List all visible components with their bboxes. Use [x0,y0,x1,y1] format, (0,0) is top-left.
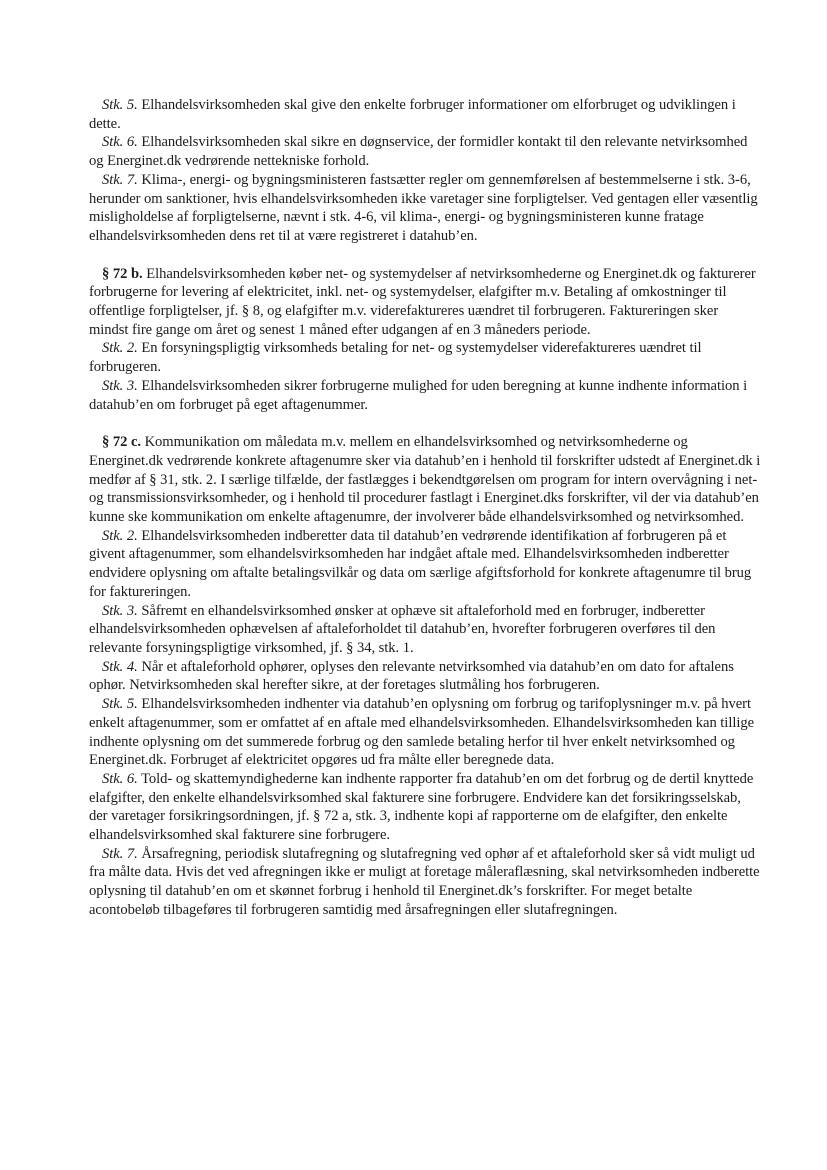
paragraph-text: En forsyningspligtig virksomheds betaling for net- og systemydelser viderefaktureres uændret til forbrugeren. [89,340,702,376]
paragraph-stk-5 [89,96,761,133]
section-heading: § 72 c. [102,434,141,451]
paragraph-stk-7 [89,171,761,246]
paragraph-text: Elhandelsvirksomheden sikrer forbrugerne mulighed for uden beregning at kunne indhente information i datahub’en om forbruget på eget aftagenummer. [89,377,748,413]
section-72c-stk-2 [89,527,761,602]
stk-label: Stk. 2. [102,340,138,357]
section-72c-stk-5 [89,695,761,770]
section-72c-stk-4 [89,658,761,695]
section-72c-stk-3 [89,602,761,658]
stk-label: Stk. 3. [102,377,138,394]
stk-label: Stk. 4. [102,658,138,675]
section-spacer [89,414,761,433]
stk-label: Stk. 7. [102,171,138,188]
paragraph-text: Elhandelsvirksomheden skal sikre en døgnservice, der formidler kontakt til den relevante netvirksomhed og Energinet.dk vedrørende nettekniske forhold. [89,134,748,170]
section-72b-intro [89,265,761,340]
stk-label: Stk. 3. [102,602,138,619]
section-72c-intro [89,433,761,527]
paragraph-text: Når et aftaleforhold ophører, oplyses den relevante netvirksomhed via datahub’en om dato for aftalens ophør. Netvirksomheden skal herefter sikre, at der foretages slutmåling hos forbrugeren. [89,658,734,694]
paragraph-stk-6 [89,133,761,170]
paragraph-text: Såfremt en elhandelsvirksomhed ønsker at ophæve sit aftaleforhold med en forbruger, indberetter elhandelsvirksomheden ophævelsen af aftaleforholdet til datahub’en, hvorefter forbrugeren overføres til den relevante forsyningspligtige virksomhed, jf. § 34, stk. 1. [89,602,716,656]
section-72b-stk-3 [89,377,761,414]
section-72b-stk-2 [89,339,761,376]
paragraph-text: Elhandelsvirksomheden køber net- og systemydelser af netvirksomhederne og Energinet.dk og fakturerer forbrugerne for levering af elektricitet, inkl. net- og systemydelser, elafgifter m.v. Betaling af omkostninger til offentlige forpligtelser, jf. § 8, og elafgifter m.v. viderefaktureres uændret til forbrugeren. Faktureringen sker mindst fire gange om året og senest 1 måned efter udgangen af en 3 måneders periode. [89,265,756,338]
paragraph-text: Elhandelsvirksomheden indhenter via datahub’en oplysning om forbrug og tarifoplysninger m.v. på hvert enkelt aftagenummer, som er omfattet af en aftale med elhandelsvirksomheden. Elhandelsvirksomheden kan tillige indhente oplysning om det summerede forbrug og den samlede betaling herfor til hver enkelt netvirksomhed og Energinet.dk. Forbruget af elektricitet opgøres ud fra målte eller beregnede data. [89,696,755,769]
stk-label: Stk. 5. [102,696,138,713]
stk-label: Stk. 2. [102,527,138,544]
paragraph-text: Årsafregning, periodisk slutafregning og slutafregning ved ophør af et aftaleforhold sker så vidt muligt ud fra målte data. Hvis det ved afregningen ikke er muligt at foretage måleraflæsning, skal netvirksomheden indberette oplysning til datahub’en om et skønnet forbrug i henhold til Energinet.dk’s forskrifter. For meget betalte acontobeløb tilbageføres til forbrugeren samtidig med årsafregningen eller slutafregningen. [89,845,760,918]
section-heading: § 72 b. [102,265,143,282]
document-page [89,96,761,920]
paragraph-text: Klima-, energi- og bygningsministeren fastsætter regler om gennemførelsen af bestemmelserne i stk. 3-6, herunder om sanktioner, hvis elhandelsvirksomheden ikke varetager sine forpligtelser. Ved gentagen eller væsentlig misligholdelse af forpligtelserne, nævnt i stk. 4-6, vil klima-, energi- og bygningsministeren kunne fratage elhandelsvirksomheden dens ret til at være registreret i datahub’en. [89,171,758,244]
paragraph-text: Elhandelsvirksomheden indberetter data til datahub’en vedrørende identifikation af forbrugeren på et givent aftagenummer, som elhandelsvirksomheden har indgået aftale med. Elhandelsvirksomheden indberetter endvidere oplysning om aftalte betalingsvilkår og data om særlige afgiftsforhold for konkrete aftagenumre til brug for faktureringen. [89,527,752,600]
paragraph-text: Told- og skattemyndighederne kan indhente rapporter fra datahub’en om det forbrug og de dertil knyttede elafgifter, den enkelte elhandelsvirksomhed skal fakturere sine forbrugere. Endvidere kan det forsikringsselskab, der varetager forsikringsordningen, jf. § 72 a, stk. 3, indhente kopi af rapporterne om de elafgifter, den enkelte elhandelsvirksomhed skal fakturere sine forbrugere. [89,770,754,844]
section-72c-stk-6 [89,770,761,845]
stk-label: Stk. 6. [102,134,138,151]
stk-label: Stk. 6. [102,770,138,787]
stk-label: Stk. 5. [102,97,138,113]
section-spacer [89,246,761,265]
paragraph-text: Elhandelsvirksomheden skal give den enkelte forbruger informationer om elforbruget og udviklingen i dette. [89,97,736,132]
stk-label: Stk. 7. [102,845,138,862]
section-72c-stk-7 [89,845,761,920]
paragraph-text: Kommunikation om måledata m.v. mellem en elhandelsvirksomhed og netvirksomhederne og Energinet.dk vedrørende konkrete aftagenumre sker via datahub’en i henhold til forskrifter udstedt af Energinet.dk i medfør af § 31, stk. 2. I særlige tilfælde, der fastlægges i bekendtgørelsen om program for intern overvågning i net- og transmissionsvirksomheder, og i henhold til procedurer fastlagt i Energinet.dks forskrifter, vil der via datahub’en kunne ske kommunikation om enkelte aftagenumre, der involverer både elhandelsvirksomhed og netvirksomhed. [89,434,761,526]
